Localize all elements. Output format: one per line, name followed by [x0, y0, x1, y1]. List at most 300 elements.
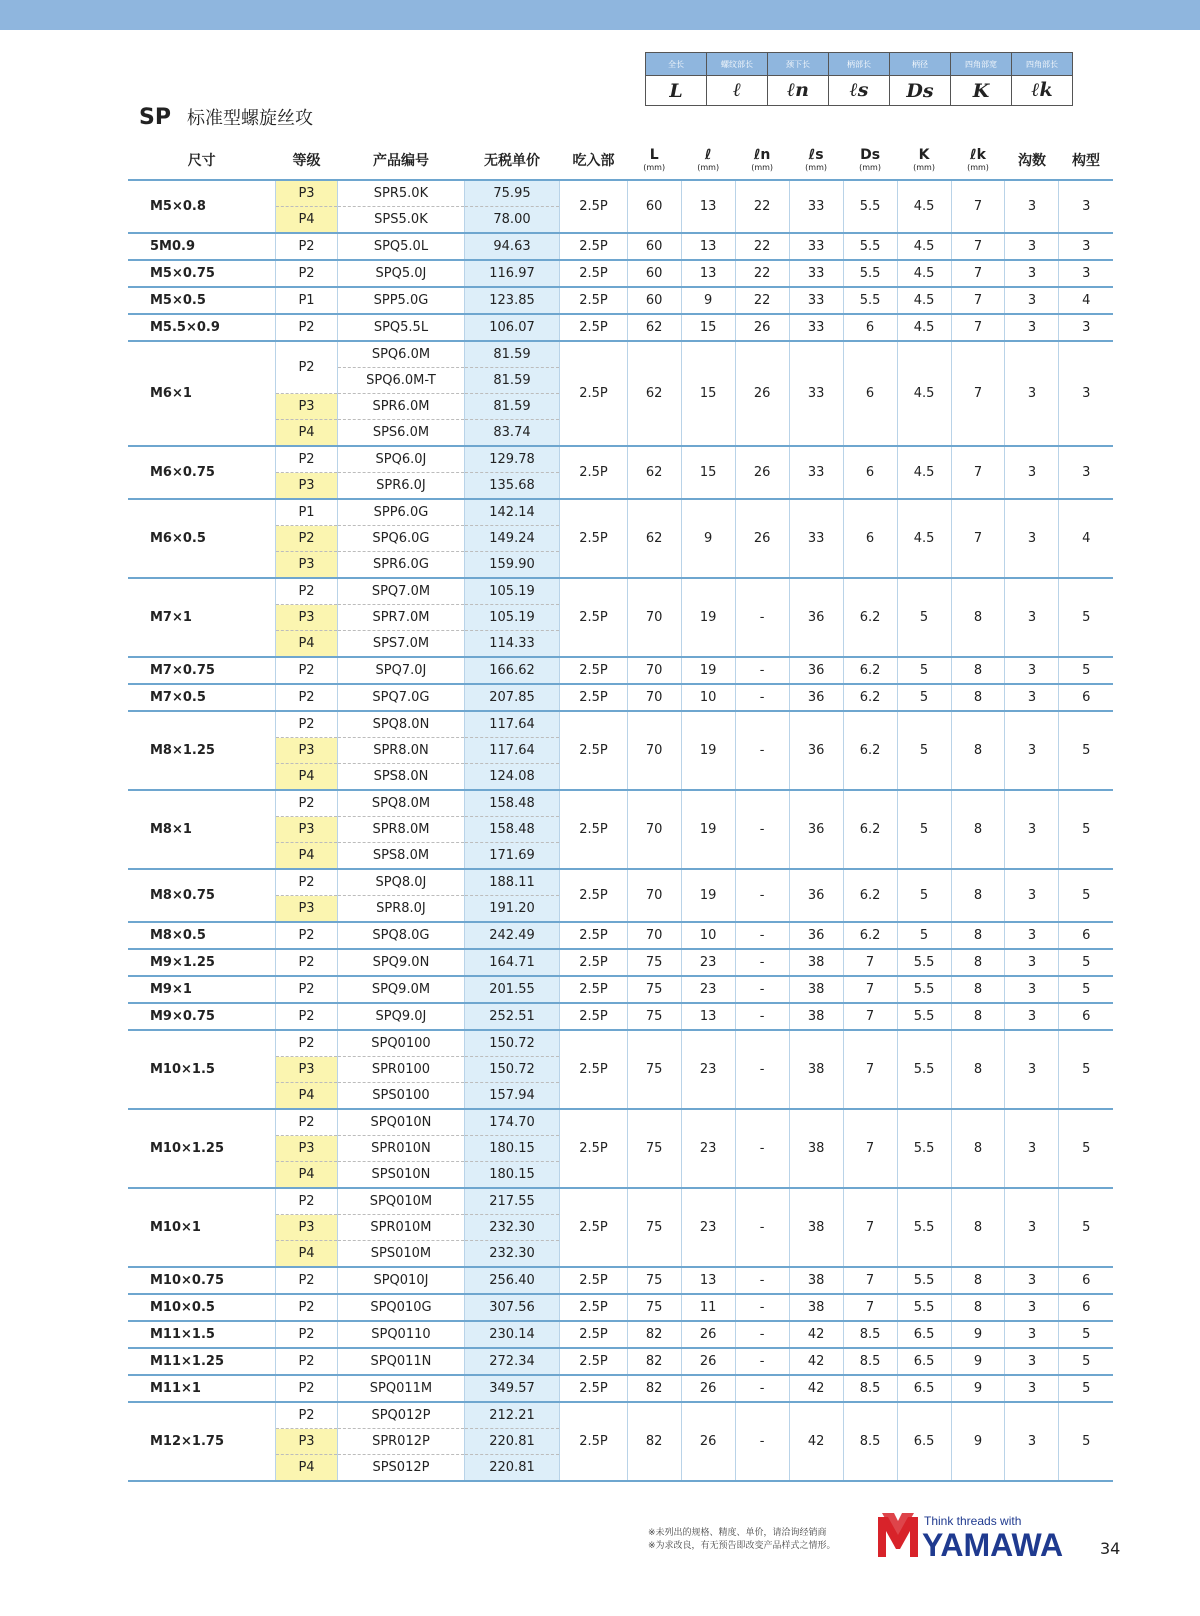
size-cell: M10×0.5	[128, 1294, 275, 1321]
size-cell: M5×0.75	[128, 260, 275, 287]
table-row	[128, 1003, 1113, 1030]
grade-cell: P3	[275, 896, 337, 923]
flutes-cell: 3	[1005, 1321, 1059, 1348]
code-cell: SPR6.0M	[338, 394, 465, 420]
grade-cell: P2	[275, 976, 337, 1003]
price-cell: 94.63	[464, 233, 559, 260]
legend-symbol: K	[951, 76, 1012, 106]
ls-cell: 38	[789, 1030, 843, 1109]
flutes-cell: 3	[1005, 1188, 1059, 1267]
code-cell: SPS012P	[338, 1455, 465, 1482]
code-cell: SPQ010G	[338, 1294, 465, 1321]
ln-cell: -	[735, 976, 789, 1003]
flutes-cell: 3	[1005, 922, 1059, 949]
grade-cell: P2	[275, 1188, 337, 1215]
code-cell: SPQ9.0M	[338, 976, 465, 1003]
header-code: 产品编号	[338, 140, 465, 180]
grade-cell: P3	[275, 473, 337, 500]
K-cell: 5.5	[897, 976, 951, 1003]
ls-cell: 38	[789, 976, 843, 1003]
price-cell: 232.30	[464, 1215, 559, 1241]
size-cell: M10×0.75	[128, 1267, 275, 1294]
lk-cell: 8	[951, 657, 1005, 684]
ls-cell: 38	[789, 1003, 843, 1030]
K-cell: 6.5	[897, 1402, 951, 1481]
table-row	[128, 922, 1113, 949]
type-cell: 5	[1059, 1188, 1113, 1267]
Ds-cell: 5.5	[843, 260, 897, 287]
L-cell: 70	[627, 657, 681, 684]
type-cell: 3	[1059, 233, 1113, 260]
code-cell: SPR0100	[338, 1057, 465, 1083]
code-cell: SPQ012P	[338, 1402, 465, 1429]
code-cell: SPQ0110	[338, 1321, 465, 1348]
legend-symbol: ℓk	[1012, 76, 1073, 106]
flutes-cell: 3	[1005, 1267, 1059, 1294]
l-cell: 15	[681, 446, 735, 499]
grade-cell: P2	[275, 1030, 337, 1057]
ls-cell: 36	[789, 657, 843, 684]
type-cell: 5	[1059, 578, 1113, 657]
flutes-cell: 3	[1005, 314, 1059, 341]
size-cell: 5M0.9	[128, 233, 275, 260]
K-cell: 5	[897, 657, 951, 684]
ln-cell: -	[735, 657, 789, 684]
flutes-cell: 3	[1005, 260, 1059, 287]
chamfer-cell: 2.5P	[560, 499, 627, 578]
L-cell: 70	[627, 922, 681, 949]
size-cell: M11×1.25	[128, 1348, 275, 1375]
ln-cell: -	[735, 1375, 789, 1402]
ln-cell: -	[735, 790, 789, 869]
l-cell: 13	[681, 1267, 735, 1294]
Ds-cell: 8.5	[843, 1402, 897, 1481]
l-cell: 13	[681, 180, 735, 233]
K-cell: 5.5	[897, 1267, 951, 1294]
price-cell: 75.95	[464, 180, 559, 207]
flutes-cell: 3	[1005, 233, 1059, 260]
price-cell: 142.14	[464, 499, 559, 526]
code-cell: SPQ5.0J	[338, 260, 465, 287]
legend-symbol: ℓn	[768, 76, 829, 106]
size-cell: M8×0.5	[128, 922, 275, 949]
L-cell: 60	[627, 287, 681, 314]
price-cell: 349.57	[464, 1375, 559, 1402]
ls-cell: 38	[789, 949, 843, 976]
type-cell: 3	[1059, 314, 1113, 341]
type-cell: 4	[1059, 287, 1113, 314]
grade-cell: P4	[275, 1083, 337, 1110]
price-cell: 242.49	[464, 922, 559, 949]
lk-cell: 7	[951, 233, 1005, 260]
lk-cell: 7	[951, 260, 1005, 287]
code-cell: SPR8.0M	[338, 817, 465, 843]
price-cell: 159.90	[464, 552, 559, 579]
legend-symbol: ℓ	[707, 76, 768, 106]
Ds-cell: 6	[843, 314, 897, 341]
table-row	[128, 1030, 1113, 1057]
size-cell: M7×0.75	[128, 657, 275, 684]
chamfer-cell: 2.5P	[560, 233, 627, 260]
grade-cell: P1	[275, 287, 337, 314]
Ds-cell: 6	[843, 499, 897, 578]
header-K: K (mm)	[897, 140, 951, 180]
type-cell: 5	[1059, 711, 1113, 790]
table-row	[128, 578, 1113, 605]
l-cell: 15	[681, 341, 735, 446]
lk-cell: 8	[951, 790, 1005, 869]
table-row	[128, 341, 1113, 368]
grade-cell: P2	[275, 684, 337, 711]
flutes-cell: 3	[1005, 976, 1059, 1003]
header-Ds: Ds (mm)	[843, 140, 897, 180]
price-cell: 166.62	[464, 657, 559, 684]
size-cell: M9×0.75	[128, 1003, 275, 1030]
grade-cell: P2	[275, 922, 337, 949]
chamfer-cell: 2.5P	[560, 1321, 627, 1348]
l-cell: 19	[681, 578, 735, 657]
l-cell: 9	[681, 287, 735, 314]
K-cell: 5	[897, 790, 951, 869]
L-cell: 62	[627, 446, 681, 499]
L-cell: 82	[627, 1402, 681, 1481]
ls-cell: 33	[789, 233, 843, 260]
type-cell: 5	[1059, 976, 1113, 1003]
grade-cell: P2	[275, 1402, 337, 1429]
price-cell: 212.21	[464, 1402, 559, 1429]
ls-cell: 36	[789, 790, 843, 869]
price-cell: 124.08	[464, 764, 559, 791]
price-cell: 129.78	[464, 446, 559, 473]
code-cell: SPQ7.0G	[338, 684, 465, 711]
type-cell: 6	[1059, 1267, 1113, 1294]
grade-cell: P2	[275, 1375, 337, 1402]
Ds-cell: 7	[843, 1188, 897, 1267]
L-cell: 62	[627, 314, 681, 341]
price-cell: 157.94	[464, 1083, 559, 1110]
grade-cell: P2	[275, 1003, 337, 1030]
code-cell: SPR010M	[338, 1215, 465, 1241]
ls-cell: 42	[789, 1321, 843, 1348]
price-cell: 256.40	[464, 1267, 559, 1294]
price-cell: 158.48	[464, 817, 559, 843]
L-cell: 75	[627, 1003, 681, 1030]
ln-cell: -	[735, 1030, 789, 1109]
type-cell: 5	[1059, 1348, 1113, 1375]
footnote-2: ※为求改良，有无预告即改变产品样式之情形。	[648, 1541, 836, 1551]
legend-caption: 螺纹部长	[707, 53, 768, 76]
type-cell: 5	[1059, 1109, 1113, 1188]
K-cell: 6.5	[897, 1321, 951, 1348]
chamfer-cell: 2.5P	[560, 1375, 627, 1402]
Ds-cell: 8.5	[843, 1348, 897, 1375]
l-cell: 23	[681, 1030, 735, 1109]
code-cell: SPQ6.0M	[338, 341, 465, 368]
grade-cell: P4	[275, 1455, 337, 1482]
type-cell: 5	[1059, 1321, 1113, 1348]
code-cell: SPR7.0M	[338, 605, 465, 631]
table-row	[128, 287, 1113, 314]
type-cell: 6	[1059, 1294, 1113, 1321]
grade-cell: P4	[275, 420, 337, 447]
table-row	[128, 976, 1113, 1003]
grade-cell: P4	[275, 764, 337, 791]
footnotes	[648, 1527, 836, 1553]
grade-cell: P4	[275, 1162, 337, 1189]
price-cell: 116.97	[464, 260, 559, 287]
chamfer-cell: 2.5P	[560, 1267, 627, 1294]
header-L: L (mm)	[627, 140, 681, 180]
K-cell: 5	[897, 578, 951, 657]
table-row	[128, 1375, 1113, 1402]
type-cell: 4	[1059, 499, 1113, 578]
price-cell: 201.55	[464, 976, 559, 1003]
chamfer-cell: 2.5P	[560, 790, 627, 869]
l-cell: 10	[681, 684, 735, 711]
Ds-cell: 6.2	[843, 922, 897, 949]
flutes-cell: 3	[1005, 341, 1059, 446]
table-row	[128, 499, 1113, 526]
flutes-cell: 3	[1005, 711, 1059, 790]
Ds-cell: 7	[843, 976, 897, 1003]
l-cell: 26	[681, 1321, 735, 1348]
price-cell: 158.48	[464, 790, 559, 817]
l-cell: 19	[681, 869, 735, 922]
price-cell: 307.56	[464, 1294, 559, 1321]
flutes-cell: 3	[1005, 446, 1059, 499]
size-cell: M8×1.25	[128, 711, 275, 790]
l-cell: 26	[681, 1375, 735, 1402]
grade-cell: P4	[275, 843, 337, 870]
L-cell: 70	[627, 578, 681, 657]
ln-cell: -	[735, 869, 789, 922]
code-cell: SPQ9.0J	[338, 1003, 465, 1030]
size-cell: M10×1	[128, 1188, 275, 1267]
grade-cell: P2	[275, 233, 337, 260]
chamfer-cell: 2.5P	[560, 180, 627, 233]
dimension-legend	[645, 52, 1073, 106]
type-cell: 5	[1059, 949, 1113, 976]
yamawa-logo	[876, 1513, 1076, 1559]
code-cell: SPQ9.0N	[338, 949, 465, 976]
grade-cell: P2	[275, 949, 337, 976]
L-cell: 82	[627, 1348, 681, 1375]
chamfer-cell: 2.5P	[560, 314, 627, 341]
type-cell: 5	[1059, 657, 1113, 684]
price-cell: 164.71	[464, 949, 559, 976]
code-cell: SPS0100	[338, 1083, 465, 1110]
chamfer-cell: 2.5P	[560, 1003, 627, 1030]
ls-cell: 36	[789, 711, 843, 790]
Ds-cell: 5.5	[843, 233, 897, 260]
price-cell: 78.00	[464, 207, 559, 234]
chamfer-cell: 2.5P	[560, 341, 627, 446]
ln-cell: 22	[735, 180, 789, 233]
ln-cell: -	[735, 711, 789, 790]
table-row	[128, 711, 1113, 738]
grade-cell: P3	[275, 817, 337, 843]
header-ls: ℓs (mm)	[789, 140, 843, 180]
L-cell: 70	[627, 684, 681, 711]
header-type: 构型	[1059, 140, 1113, 180]
ln-cell: -	[735, 1321, 789, 1348]
section-title	[139, 104, 313, 130]
K-cell: 5.5	[897, 1188, 951, 1267]
grade-cell: P2	[275, 790, 337, 817]
ls-cell: 36	[789, 869, 843, 922]
table-row	[128, 180, 1113, 207]
grade-cell: P4	[275, 631, 337, 658]
grade-cell: P3	[275, 1429, 337, 1455]
chamfer-cell: 2.5P	[560, 976, 627, 1003]
ln-cell: -	[735, 1109, 789, 1188]
ln-cell: -	[735, 1188, 789, 1267]
Ds-cell: 6.2	[843, 711, 897, 790]
table-row	[128, 657, 1113, 684]
K-cell: 6.5	[897, 1375, 951, 1402]
L-cell: 70	[627, 790, 681, 869]
l-cell: 23	[681, 976, 735, 1003]
ln-cell: -	[735, 1402, 789, 1481]
ln-cell: -	[735, 922, 789, 949]
grade-cell: P2	[275, 1348, 337, 1375]
legend-caption: 颈下长	[768, 53, 829, 76]
price-cell: 150.72	[464, 1030, 559, 1057]
l-cell: 23	[681, 1188, 735, 1267]
ln-cell: -	[735, 578, 789, 657]
header-price: 无税单价	[464, 140, 559, 180]
K-cell: 4.5	[897, 287, 951, 314]
flutes-cell: 3	[1005, 869, 1059, 922]
L-cell: 60	[627, 233, 681, 260]
ls-cell: 33	[789, 499, 843, 578]
lk-cell: 8	[951, 922, 1005, 949]
price-cell: 106.07	[464, 314, 559, 341]
legend-caption: 四角部宽	[951, 53, 1012, 76]
lk-cell: 9	[951, 1375, 1005, 1402]
ln-cell: 26	[735, 314, 789, 341]
ls-cell: 42	[789, 1375, 843, 1402]
Ds-cell: 6.2	[843, 578, 897, 657]
ln-cell: 22	[735, 260, 789, 287]
chamfer-cell: 2.5P	[560, 1109, 627, 1188]
header-ln: ℓn (mm)	[735, 140, 789, 180]
flutes-cell: 3	[1005, 180, 1059, 233]
K-cell: 4.5	[897, 233, 951, 260]
lk-cell: 7	[951, 287, 1005, 314]
size-cell: M5×0.8	[150, 199, 206, 214]
ls-cell: 33	[789, 260, 843, 287]
code-cell: SPQ010N	[338, 1109, 465, 1136]
chamfer-cell: 2.5P	[560, 711, 627, 790]
code-cell: SPS8.0M	[338, 843, 465, 870]
lk-cell: 9	[951, 1321, 1005, 1348]
type-cell: 3	[1059, 180, 1113, 233]
legend-caption: 全长	[646, 53, 707, 76]
grade-cell: P2	[275, 260, 337, 287]
size-cell: M11×1.5	[128, 1321, 275, 1348]
price-cell: 272.34	[464, 1348, 559, 1375]
code-cell: SPS7.0M	[338, 631, 465, 658]
price-cell: 220.81	[464, 1429, 559, 1455]
L-cell: 62	[627, 499, 681, 578]
ln-cell: -	[735, 1267, 789, 1294]
Ds-cell: 5.5	[843, 287, 897, 314]
ln-cell: -	[735, 684, 789, 711]
L-cell: 62	[627, 341, 681, 446]
ln-cell: 26	[735, 446, 789, 499]
Ds-cell: 7	[843, 1030, 897, 1109]
price-cell: 207.85	[464, 684, 559, 711]
code-cell: SPQ8.0G	[338, 922, 465, 949]
ls-cell: 38	[789, 1267, 843, 1294]
lk-cell: 8	[951, 1294, 1005, 1321]
price-cell: 117.64	[464, 711, 559, 738]
l-cell: 13	[681, 1003, 735, 1030]
ln-cell: -	[735, 949, 789, 976]
logo-slogan: Think threads with	[924, 1514, 1022, 1528]
price-cell: 220.81	[464, 1455, 559, 1482]
code-cell: SPQ5.5L	[338, 314, 465, 341]
price-cell: 149.24	[464, 526, 559, 552]
price-cell: 174.70	[464, 1109, 559, 1136]
type-cell: 5	[1059, 1402, 1113, 1481]
code-cell: SPQ8.0N	[338, 711, 465, 738]
L-cell: 75	[627, 976, 681, 1003]
flutes-cell: 3	[1005, 949, 1059, 976]
type-cell: 6	[1059, 1003, 1113, 1030]
L-cell: 70	[627, 869, 681, 922]
lk-cell: 8	[951, 1109, 1005, 1188]
chamfer-cell: 2.5P	[560, 1188, 627, 1267]
L-cell: 75	[627, 949, 681, 976]
size-cell: M10×1.5	[128, 1030, 275, 1109]
ls-cell: 38	[789, 1294, 843, 1321]
chamfer-cell: 2.5P	[560, 1402, 627, 1481]
footnote-1: ※未列出的规格、精度、单价，请洽询经销商	[648, 1528, 827, 1538]
code-cell: SPQ010J	[338, 1267, 465, 1294]
code-cell: SPR6.0J	[338, 473, 465, 500]
K-cell: 4.5	[897, 180, 951, 233]
series-code: SP	[139, 105, 171, 130]
l-cell: 26	[681, 1348, 735, 1375]
price-cell: 188.11	[464, 869, 559, 896]
lk-cell: 8	[951, 949, 1005, 976]
Ds-cell: 6.2	[843, 869, 897, 922]
code-cell: SPQ5.0L	[338, 233, 465, 260]
l-cell: 13	[681, 233, 735, 260]
ln-cell: 22	[735, 233, 789, 260]
lk-cell: 9	[951, 1348, 1005, 1375]
l-cell: 26	[681, 1402, 735, 1481]
table-row	[128, 949, 1113, 976]
code-cell: SPQ7.0M	[338, 578, 465, 605]
grade-cell: P1	[275, 499, 337, 526]
legend-caption: 柄径	[890, 53, 951, 76]
table-header-row	[128, 140, 1113, 180]
K-cell: 4.5	[897, 499, 951, 578]
header-chamfer: 吃入部	[560, 140, 627, 180]
lk-cell: 8	[951, 869, 1005, 922]
price-cell: 81.59	[464, 394, 559, 420]
code-cell: SPQ8.0M	[338, 790, 465, 817]
grade-cell: P3	[275, 552, 337, 579]
code-cell: SPQ8.0J	[338, 869, 465, 896]
l-cell: 19	[681, 790, 735, 869]
code-cell: SPS8.0N	[338, 764, 465, 791]
legend-caption: 柄部长	[829, 53, 890, 76]
table-row	[128, 1348, 1113, 1375]
